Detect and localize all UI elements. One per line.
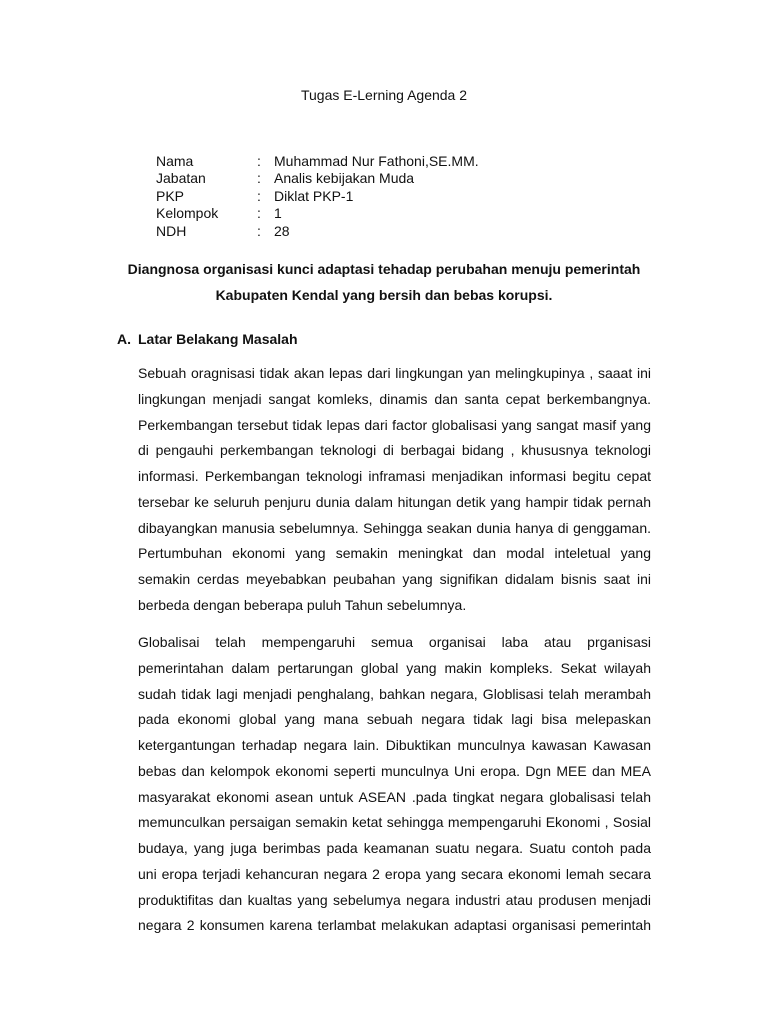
paragraph-line: uni eropa terjadi kehancuran negara 2 eropa yang secara ekonomi lemah secara bbox=[138, 865, 651, 882]
paragraph-line: Sebuah oragnisasi tidak akan lepas dari lingkungan yan melingkupinya , saaat ini bbox=[138, 365, 651, 381]
identity-label: NDH bbox=[156, 222, 187, 239]
identity-colon: : bbox=[257, 153, 261, 169]
identity-value: Muhammad Nur Fathoni,SE.MM. bbox=[274, 153, 479, 169]
paragraph-line: semakin cerdas meyebabkan peubahan yang signifikan didalam bisnis saat ini bbox=[138, 571, 651, 587]
identity-label: Jabatan bbox=[156, 170, 206, 187]
identity-value: 1 bbox=[274, 205, 282, 222]
paragraph-line: informasi. Perkembangan teknologi inframasi menjadikan informasi begitu cepat bbox=[138, 468, 651, 484]
paragraph-line: Globalisai telah mempengaruhi semua organisai laba atau prganisasi bbox=[138, 634, 651, 650]
paragraph-line: di pengauhi perkembangan teknologi di berbagai bidang , khususnya teknologi bbox=[138, 442, 651, 459]
section-title-text: Latar Belakang Masalah bbox=[138, 331, 298, 347]
identity-label: Kelompok bbox=[156, 205, 219, 222]
paragraph-line: negara 2 konsumen karena terlambat melakukan adaptasi organisasi pemerintah bbox=[138, 917, 651, 934]
document-title: Tugas E-Lerning Agenda 2 bbox=[300, 87, 468, 103]
paragraph-line: memunculkan persaigan semakin ketat sehingga mempengaruhi Ekonomi , Sosial bbox=[138, 814, 651, 831]
paragraph-line: tersebar ke seluruh penjuru dunia dalam hitungan detik yang hampir tidak pernah bbox=[138, 493, 651, 510]
paragraph-line: dibayangkan manusia sebelumnya. Sehingga seakan dunia hanya di genggaman. bbox=[138, 519, 651, 536]
paragraph-line: Perkembangan tersebut tidak lepas dari factor globalisasi yang sangat masif yang bbox=[138, 416, 651, 433]
identity-colon: : bbox=[257, 187, 261, 204]
identity-colon: : bbox=[257, 205, 261, 222]
identity-value: 28 bbox=[274, 222, 290, 239]
identity-value: Diklat PKP-1 bbox=[274, 187, 354, 204]
document-heading bbox=[0, 256, 768, 308]
paragraph bbox=[138, 630, 651, 939]
section-letter: A. bbox=[117, 331, 131, 347]
identity-table bbox=[156, 153, 479, 240]
paragraph-line: berbeda dengan beberapa puluh Tahun sebelumnya. bbox=[138, 596, 467, 613]
identity-value: Analis kebijakan Muda bbox=[274, 170, 415, 187]
paragraph-line: budaya, yang juga berimbas pada keamanan suatu negara. Suatu contoh pada bbox=[138, 840, 651, 856]
paragraph-line: ketergantungan terhadap negara lain. Dibuktikan munculnya kawasan Kawasan bbox=[138, 737, 651, 753]
identity-row-ndh bbox=[156, 223, 479, 240]
heading-line: Diangnosa organisasi kunci adaptasi tehadap perubahan menuju pemerintah bbox=[127, 261, 641, 277]
paragraph-line: bebas dan kelompok ekonomi seperti munculnya Uni eropa. Dgn MEE dan MEA bbox=[138, 762, 651, 779]
paragraph-line: Pertumbuhan ekonomi yang semakin meningkat dan modal inteletual yang bbox=[138, 545, 651, 562]
identity-row-kelompok bbox=[156, 205, 479, 222]
identity-label: Nama bbox=[156, 153, 194, 169]
paragraph-line: pada ekonomi global yang mana sebuah negara tidak lagi bisa melepaskan bbox=[138, 711, 651, 728]
identity-row-nama bbox=[156, 153, 479, 170]
identity-row-jabatan bbox=[156, 170, 479, 187]
paragraph-line: masyarakat ekonomi asean untuk ASEAN .pada tingkat negara globalisasi telah bbox=[138, 788, 651, 805]
identity-colon: : bbox=[257, 222, 261, 239]
heading-line: Kabupaten Kendal yang bersih dan bebas korupsi. bbox=[215, 287, 553, 303]
paragraph bbox=[138, 361, 651, 619]
paragraph-line: produktifitas dan kualtas yang sebelumya negara industri atau produsen menjadi bbox=[138, 891, 651, 908]
identity-row-pkp bbox=[156, 188, 479, 205]
identity-colon: : bbox=[257, 170, 261, 187]
paragraph-line: lingkungan menjadi sangat komleks, dinamis dan santa cepat berkembangnya. bbox=[138, 390, 651, 407]
identity-label: PKP bbox=[156, 187, 185, 204]
paragraph-line: sudah tidak lagi menjadi penghalang, bahkan negara, Globlisasi telah merambah bbox=[138, 685, 651, 702]
paragraph-line: pemerintahan dalam pertarungan global yang makin kompleks. Sekat wilayah bbox=[138, 659, 651, 676]
section-heading bbox=[117, 331, 298, 347]
